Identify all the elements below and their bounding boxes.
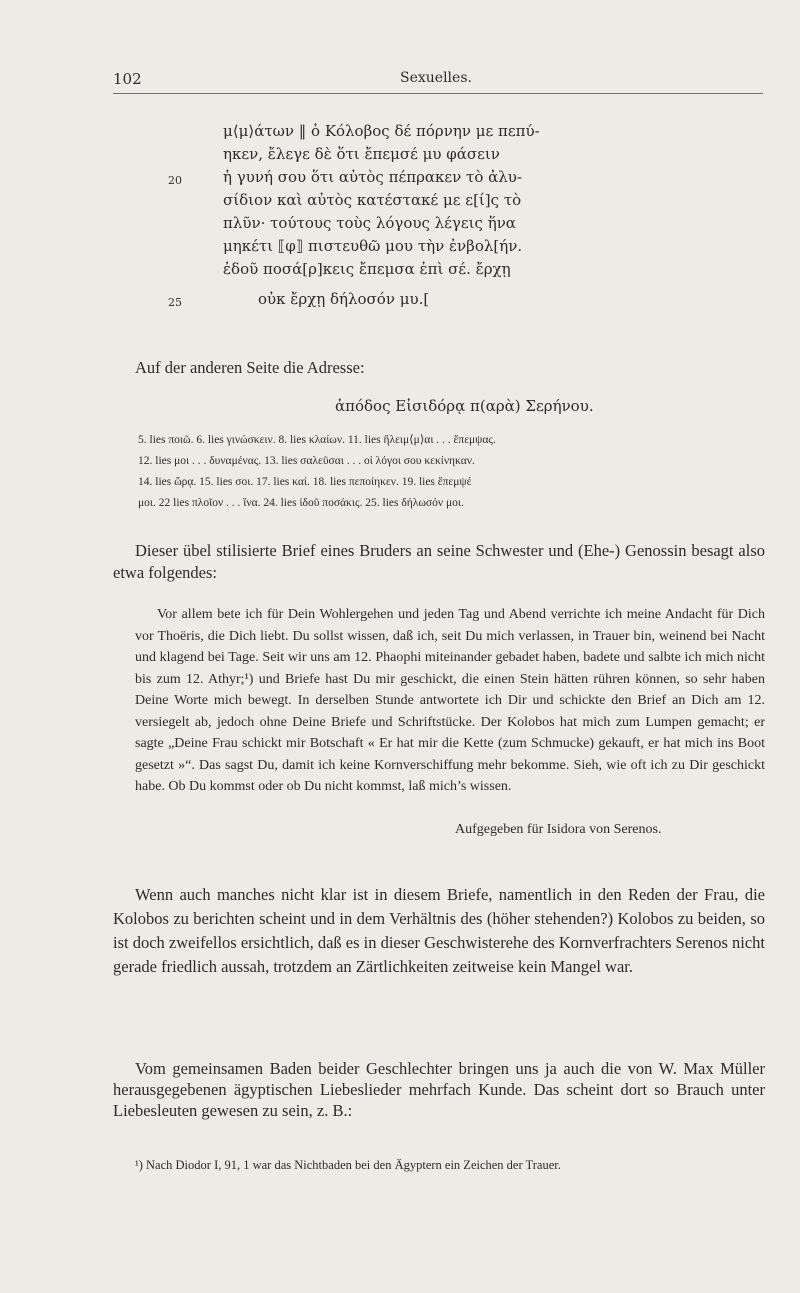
- critical-note-line: 12. lies μοι . . . δυναμένας. 13. lies σαλεῦσαι . . . οἱ λόγοι σου κεκίνηκαν.: [138, 455, 475, 467]
- translation-paragraph: [135, 604, 765, 798]
- greek-line: ἐδοῦ ποσά[ρ]κεις ἔπεμσα ἐπὶ σέ. ἔρχῃ: [223, 260, 511, 278]
- bathing-paragraph: [113, 1058, 765, 1121]
- greek-line: ηκεν, ἔλεγε δὲ ὅτι ἔπεμσέ μυ φάσειν: [223, 145, 500, 163]
- address-greek: ἀπόδος Εἰσιδόρᾳ π(αρὰ) Σερήνου.: [335, 397, 594, 415]
- bathing-text: Vom gemeinsamen Baden beider Geschlechter bringen uns ja auch die von W. Max Müller herausgegebenen ägyptischen Liebeslieder mehrfach Kunde. Das scheint dort so Brauch unter Liebesleuten gewesen zu sein, z. B.:: [113, 1059, 765, 1120]
- intro-text: Dieser übel stilisierte Brief eines Bruders an seine Schwester und (Ehe-) Genossin besagt also etwa folgendes:: [113, 541, 765, 582]
- running-title: Sexuelles.: [400, 70, 472, 86]
- commentary-paragraph: [113, 883, 765, 979]
- header-rule: [113, 93, 763, 94]
- address-label: Auf der anderen Seite die Adresse:: [135, 358, 365, 377]
- greek-line: σίδιον καὶ αὐτὸς κατέστακέ με ε[ί]ς τὸ: [223, 191, 522, 209]
- greek-line: οὐκ ἔρχῃ δήλοσόν μυ.[: [258, 290, 430, 308]
- critical-note-line: 14. lies ὥρᾳ. 15. lies σοι. 17. lies καί. 18. lies πεποίηκεν. 19. lies ἔπεμψέ: [138, 476, 472, 488]
- commentary-text: Wenn auch manches nicht klar ist in diesem Briefe, namentlich in den Reden der Frau, die Kolobos zu berichten scheint und in dem Verhältnis des (höher stehenden?) Kolobos zu beiden, so ist doch zweifellos ersichtlich, daß es in dieser Geschwisterehe des Kornverfrachters Serenos nicht gerade friedlich aussah, trotzdem an Zärtlichkeiten zeitweise kein Mangel war.: [113, 885, 765, 976]
- greek-line: μ⟨μ⟩άτων ‖ ὁ Κόλοβος δέ πόρνην με πεπύ-: [223, 122, 540, 140]
- greek-line: ἡ γυνή σου ὅτι αὐτὸς πέπρακεν τὸ ἀλυ-: [223, 168, 522, 186]
- line-number: 20: [168, 174, 182, 187]
- footnote: ¹) Nach Diodor I, 91, 1 war das Nichtbaden bei den Ägyptern ein Zeichen der Trauer.: [135, 1158, 561, 1172]
- greek-line: μηκέτι ⟦φ⟧ πιστευθῶ μου τὴν ἐνβολ[ήν.: [223, 237, 523, 255]
- critical-notes: [138, 430, 768, 514]
- page-number: 102: [113, 70, 142, 88]
- critical-note-line: μοι. 22 lies πλοῖον . . . ἵνα. 24. lies ἰδοῦ ποσάκις. 25. lies δήλωσόν μοι.: [138, 497, 464, 509]
- greek-line: πλῦν· τούτους τοὺς λόγους λέγεις ἥνα: [223, 214, 516, 232]
- letter-signature: Aufgegeben für Isidora von Serenos.: [455, 822, 662, 837]
- translation-text: Vor allem bete ich für Dein Wohlergehen und jeden Tag und Abend verrichte ich meine Andacht für Dich vor Thoëris, die Dich liebt. Du sollst wissen, daß ich, seit Du mich verlassen, in Trauer bin, weinend bei Nacht und klagend bei Tage. Seit wir uns am 12. Phaophi miteinander gebadet haben, badete und salbte ich mich nicht bis zum 12. Athyr;¹) und Briefe hast Du mir geschickt, die einen Stein hätten rühren können, so sehr haben Deine Worte mich bewegt. In derselben Stunde antwortete ich Dir und schickte den Brief an Dich am 12. versiegelt ab, jedoch ohne Deine Briefe und Schriftstücke. Der Kolobos hat mich zum Lumpen gemacht; er sagte „Deine Frau schickt mir Botschaft « Er hat mir die Kette (zum Schmucke) gekauft, er hat mich ins Boot gesetzt »“. Das sagst Du, damit ich keine Kornverschiffung mehr bekomme. Sieh, wie oft ich zu Dir geschickt habe. Ob Du kommst oder ob Du nicht kommst, laß mich’s wissen.: [135, 607, 765, 794]
- line-number: 25: [168, 296, 182, 309]
- critical-note-line: 5. lies ποιῶ. 6. lies γινώσκειν. 8. lies κλαίων. 11. lies ἤλειμ⟨μ⟩αι . . . ἔπεμψας.: [138, 434, 496, 446]
- intro-paragraph: [113, 540, 765, 583]
